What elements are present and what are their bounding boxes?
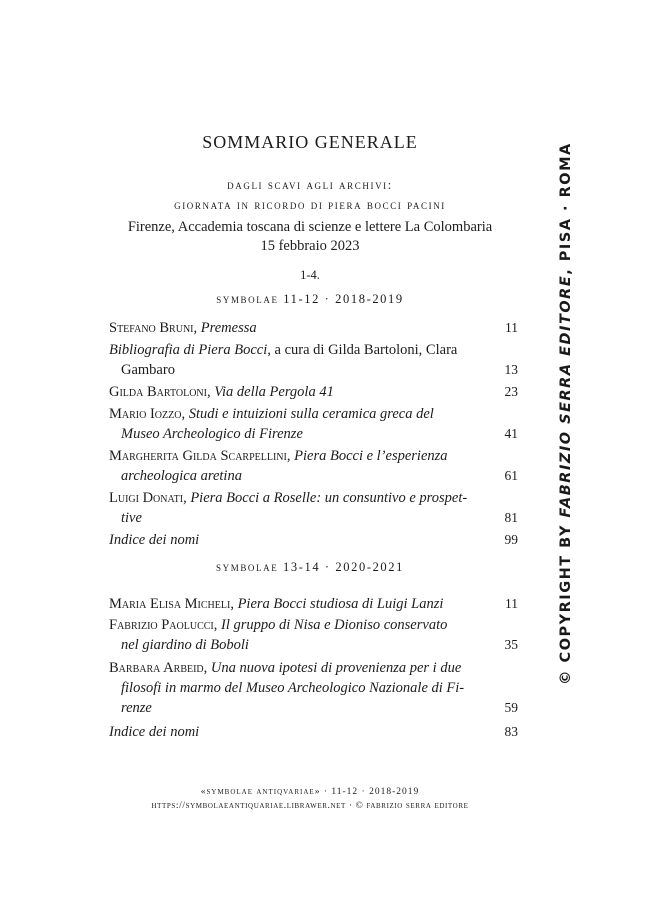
- copyright-vertical: [558, 142, 574, 685]
- page-title: SOMMARIO GENERALE: [202, 132, 418, 152]
- entry-page: 83: [504, 724, 518, 739]
- entry-author: Barbara Arbeid: [109, 660, 204, 676]
- entry-page: 13: [504, 362, 518, 377]
- entry-separator: ,: [181, 406, 189, 422]
- entry-title: Piera Bocci e l’esperienza: [294, 448, 448, 464]
- entry-continuation: Gambaro: [121, 362, 175, 378]
- entry-page: 11: [505, 596, 518, 611]
- entry-title: Piera Bocci a Roselle: un consuntivo e prospet-: [190, 490, 468, 506]
- entry-continuation: filosofi in marmo del Museo Archeologico Nazionale di Fi-: [121, 680, 465, 696]
- entry-title: Bibliografia di Piera Bocci: [109, 342, 268, 358]
- entry-page: 61: [504, 468, 518, 483]
- entry-separator: ,: [206, 384, 215, 400]
- entry-author: Stefano Bruni: [109, 320, 194, 336]
- section-heading-1: symbolae 11-12 · 2018-2019: [216, 292, 404, 306]
- copyright-prefix: © COPYRIGHT BY: [558, 517, 574, 685]
- event-title-line1: dagli scavi agli archivi:: [227, 178, 393, 192]
- entry-page: 41: [504, 426, 518, 441]
- entry-continuation-2: renze: [121, 700, 152, 716]
- toc-entry: [109, 530, 479, 550]
- footer-journal: «symbolae antiqvariae» · 11-12 · 2018-2019: [200, 787, 420, 797]
- section-heading-2: symbolae 13-14 · 2020-2021: [216, 560, 404, 574]
- toc-entry: [109, 658, 479, 718]
- entry-title: Indice dei nomi: [109, 532, 200, 548]
- entry-author: Mario Iozzo: [109, 406, 182, 422]
- entry-separator: ,: [183, 490, 191, 506]
- event-place: Firenze, Accademia toscana di scienze e lettere La Colombaria: [127, 219, 493, 235]
- entry-title: Premessa: [200, 320, 257, 336]
- entry-continuation: tive: [121, 510, 142, 526]
- entry-separator: ,: [213, 617, 221, 633]
- entry-separator: ,: [230, 596, 238, 612]
- entry-separator: ,: [286, 448, 295, 464]
- footer-link[interactable]: https://symbolaeantiquariae.librawer.net · © fabrizio serra editore: [151, 801, 469, 811]
- entry-title: Via della Pergola 41: [214, 384, 334, 400]
- entry-page: 81: [504, 510, 518, 525]
- entry-page: 11: [505, 320, 518, 335]
- entry-author: Fabrizio Paolucci: [109, 617, 214, 633]
- entry-author: Margherita Gilda Scarpellini: [109, 448, 287, 464]
- copyright-suffix: , PISA · ROMA: [558, 142, 574, 275]
- entry-continuation: archeologica aretina: [121, 468, 242, 484]
- entry-author: Maria Elisa Micheli: [109, 596, 231, 612]
- toc-entry: [109, 488, 479, 528]
- copyright-publisher: FABRIZIO SERRA EDITORE: [558, 274, 574, 518]
- issue-range: 1-4.: [300, 268, 320, 282]
- entry-title: Il gruppo di Nisa e Dioniso conservato: [221, 617, 448, 633]
- toc-entry: [109, 594, 479, 614]
- toc-entry: [109, 446, 479, 486]
- entry-separator: ,: [193, 320, 201, 336]
- entry-page: 59: [504, 700, 518, 715]
- entry-separator: ,: [203, 660, 211, 676]
- toc-entry: [109, 404, 479, 444]
- entry-author: Gilda Bartoloni: [109, 384, 207, 400]
- toc-entry: [109, 722, 479, 742]
- entry-title: Indice dei nomi: [109, 724, 200, 740]
- event-title-line2: giornata in ricordo di piera bocci pacini: [174, 198, 446, 212]
- entry-page: 23: [504, 384, 518, 399]
- entry-title: Una nuova ipotesi di provenienza per i due: [210, 660, 462, 676]
- toc-entry: [109, 340, 479, 380]
- entry-continuation: Museo Archeologico di Firenze: [121, 426, 303, 442]
- toc-entry: [109, 382, 479, 402]
- toc-entry: [109, 615, 479, 655]
- event-date: 15 febbraio 2023: [260, 238, 360, 254]
- entry-title: Studi e intuizioni sulla ceramica greca del: [188, 406, 434, 422]
- entry-title: Piera Bocci studiosa di Luigi Lanzi: [237, 596, 444, 612]
- entry-page: 99: [504, 532, 518, 547]
- entry-author: Luigi Donati: [109, 490, 184, 506]
- toc-entry: [109, 318, 479, 338]
- entry-continuation: nel giardino di Boboli: [121, 637, 249, 653]
- entry-rest: , a cura di Gilda Bartoloni, Clara: [267, 342, 458, 358]
- entry-page: 35: [504, 637, 518, 652]
